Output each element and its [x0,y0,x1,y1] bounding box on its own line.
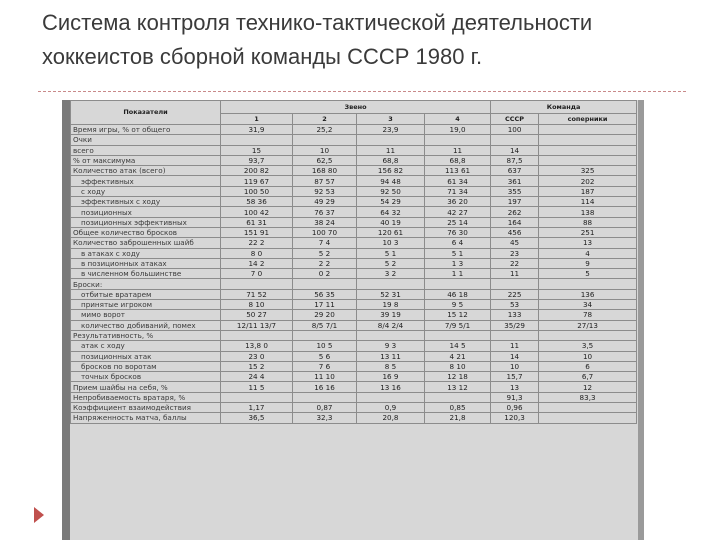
table-cell: 50 27 [221,310,293,320]
table-cell: 17 11 [293,300,357,310]
table-row [71,217,637,227]
table-cell: 22 [491,258,539,268]
row-label: % от максимума [71,155,221,165]
table-cell: 14 [491,351,539,361]
row-label: отбитые вратарем [71,289,221,299]
table-cell [221,135,293,145]
row-label: мимо ворот [71,310,221,320]
table-cell: 94 48 [357,176,425,186]
title-divider [38,91,686,92]
table-cell: 36,5 [221,413,293,423]
table-cell: 7 4 [293,238,357,248]
table-cell: 10 [293,145,357,155]
statistics-table [70,100,637,424]
table-cell: 38 24 [293,217,357,227]
table-cell: 61 31 [221,217,293,227]
table-cell: 0,85 [425,403,491,413]
table-cell: 6,7 [539,372,637,382]
table-cell: 25,2 [293,125,357,135]
table-cell: 13 [491,382,539,392]
table-cell: 1 3 [425,258,491,268]
table-cell: 14 5 [425,341,491,351]
table-row [71,207,637,217]
table-cell: 14 [491,145,539,155]
table-cell: 78 [539,310,637,320]
table-cell: 29 20 [293,310,357,320]
subheader-cell: 2 [293,114,357,125]
table-cell [539,125,637,135]
subheader-cell: 1 [221,114,293,125]
row-label: бросков по воротам [71,361,221,371]
table-cell: 262 [491,207,539,217]
subheader-cell: СССР [491,114,539,125]
table-row [71,145,637,155]
table-row [71,248,637,258]
table-cell: 8 5 [357,361,425,371]
table-cell [293,392,357,402]
scanned-table-photo [62,100,644,540]
table-cell: 5 [539,269,637,279]
table-row [71,351,637,361]
table-cell: 64 32 [357,207,425,217]
table-row [71,135,637,145]
table-cell: 3 2 [357,269,425,279]
table-cell: 13 16 [357,382,425,392]
table-cell: 11 [357,145,425,155]
table-cell: 24 4 [221,372,293,382]
table-cell: 120,3 [491,413,539,423]
table-cell: 156 82 [357,166,425,176]
table-cell [221,279,293,289]
table-row [71,341,637,351]
table-cell: 11 10 [293,372,357,382]
table-cell: 87 57 [293,176,357,186]
table-cell: 325 [539,166,637,176]
table-cell: 5 2 [357,258,425,268]
table-cell [357,279,425,289]
row-label: Время игры, % от общего [71,125,221,135]
table-cell: 12/11 13/7 [221,320,293,330]
table-cell: 45 [491,238,539,248]
table-cell: 355 [491,186,539,196]
table-cell: 12 [539,382,637,392]
table-cell: 92 53 [293,186,357,196]
table-row [71,300,637,310]
table-cell: 197 [491,197,539,207]
row-label: Результативность, % [71,330,221,340]
table-cell [539,145,637,155]
row-label: всего [71,145,221,155]
table-cell: 14 2 [221,258,293,268]
table-row [71,289,637,299]
row-label: эффективных [71,176,221,186]
table-cell: 11 5 [221,382,293,392]
table-cell: 23 [491,248,539,258]
table-cell: 0,9 [357,403,425,413]
table-row [71,258,637,268]
table-cell: 62,5 [293,155,357,165]
table-cell: 12 18 [425,372,491,382]
table-cell [491,330,539,340]
table-cell: 92 50 [357,186,425,196]
row-label: точных бросков [71,372,221,382]
table-row [71,413,637,423]
table-cell: 100 42 [221,207,293,217]
table-cell: 56 35 [293,289,357,299]
table-cell: 2 2 [293,258,357,268]
row-label: Прием шайбы на себя, % [71,382,221,392]
table-row [71,310,637,320]
table-cell: 68,8 [425,155,491,165]
table-cell: 35/29 [491,320,539,330]
table-cell: 10 [491,361,539,371]
table-cell: 251 [539,227,637,237]
table-cell [539,279,637,289]
table-cell: 100 50 [221,186,293,196]
table-cell [425,392,491,402]
table-cell: 23,9 [357,125,425,135]
table-row [71,227,637,237]
table-cell: 13,8 0 [221,341,293,351]
row-label: в позиционных атаках [71,258,221,268]
table-cell: 120 61 [357,227,425,237]
table-row [71,166,637,176]
table-cell [357,330,425,340]
row-label: позиционных эффективных [71,217,221,227]
table-cell: 13 [539,238,637,248]
table-cell: 3,5 [539,341,637,351]
table-cell: 71 34 [425,186,491,196]
table-cell: 5 1 [425,248,491,258]
table-cell [425,279,491,289]
table-cell [539,135,637,145]
table-cell: 46 18 [425,289,491,299]
table-cell: 7 0 [221,269,293,279]
table-cell: 20,8 [357,413,425,423]
table-cell: 8 10 [221,300,293,310]
table-cell: 10 [539,351,637,361]
table-cell: 0,96 [491,403,539,413]
table-cell [539,155,637,165]
table-cell: 100 [491,125,539,135]
table-cell: 19,0 [425,125,491,135]
row-label: Количество атак (всего) [71,166,221,176]
table-row [71,382,637,392]
table-cell: 1,17 [221,403,293,413]
row-label: принятые игроком [71,300,221,310]
table-cell: 23 0 [221,351,293,361]
row-label: с ходу [71,186,221,196]
table-cell: 52 31 [357,289,425,299]
table-row [71,330,637,340]
table-cell: 9 [539,258,637,268]
table-cell: 87,5 [491,155,539,165]
table-cell: 6 [539,361,637,371]
table-cell: 15 12 [425,310,491,320]
table-cell [221,330,293,340]
slide-title: Система контроля технико-тактической деятельности хоккеистов сборной команды СССР 1980 г. [42,10,593,69]
table-cell: 119 67 [221,176,293,186]
table-cell: 1 1 [425,269,491,279]
table-cell: 93,7 [221,155,293,165]
table-cell: 19 8 [357,300,425,310]
table-cell: 8 0 [221,248,293,258]
table-cell: 34 [539,300,637,310]
table-cell: 88 [539,217,637,227]
row-label: Напряженность матча, баллы [71,413,221,423]
row-label: позиционных атак [71,351,221,361]
row-label: Очки [71,135,221,145]
table-cell: 36 20 [425,197,491,207]
table-cell: 25 14 [425,217,491,227]
table-cell [293,135,357,145]
table-row [71,279,637,289]
table-row [71,372,637,382]
table-cell: 4 21 [425,351,491,361]
table-cell: 8/4 2/4 [357,320,425,330]
table-row [71,392,637,402]
table-cell: 10 5 [293,341,357,351]
table-cell: 53 [491,300,539,310]
table-cell: 11 [491,269,539,279]
table-row [71,320,637,330]
row-label: Количество заброшенных шайб [71,238,221,248]
table-cell: 225 [491,289,539,299]
table-cell: 5 2 [293,248,357,258]
table-cell [293,279,357,289]
row-label: Коэффициент взаимодействия [71,403,221,413]
subheader-cell: 4 [425,114,491,125]
table-cell [539,330,637,340]
row-label: количество добиваний, помех [71,320,221,330]
table-cell: 16 9 [357,372,425,382]
table-cell: 168 80 [293,166,357,176]
table-cell: 76 37 [293,207,357,217]
table-cell: 133 [491,310,539,320]
table-cell: 21,8 [425,413,491,423]
table-cell: 9 3 [357,341,425,351]
table-cell: 54 29 [357,197,425,207]
table-cell: 40 19 [357,217,425,227]
table-cell: 31,9 [221,125,293,135]
table-cell [491,279,539,289]
table-cell: 361 [491,176,539,186]
header-komanda: Команда [491,101,637,114]
row-label: в атаках с ходу [71,248,221,258]
table-cell [425,135,491,145]
table-cell [221,392,293,402]
table-cell: 7/9 5/1 [425,320,491,330]
table-cell: 637 [491,166,539,176]
table-cell: 9 5 [425,300,491,310]
table-cell: 114 [539,197,637,207]
table-cell: 15,7 [491,372,539,382]
table-row [71,238,637,248]
row-label: в численном большинстве [71,269,221,279]
table-cell: 151 91 [221,227,293,237]
table-cell: 200 82 [221,166,293,176]
table-cell: 8/5 7/1 [293,320,357,330]
table-cell: 10 3 [357,238,425,248]
table-cell: 0,87 [293,403,357,413]
row-label: позиционных [71,207,221,217]
subheader-cell: 3 [357,114,425,125]
table-cell: 49 29 [293,197,357,207]
table-cell: 15 2 [221,361,293,371]
table-cell [539,403,637,413]
row-label: Броски: [71,279,221,289]
table-cell: 0 2 [293,269,357,279]
table-row [71,361,637,371]
table-cell: 113 61 [425,166,491,176]
table-cell: 15 [221,145,293,155]
table-cell: 11 [425,145,491,155]
header-zveno: Звено [221,101,491,114]
table-cell: 22 2 [221,238,293,248]
table-row [71,403,637,413]
table-cell: 61 34 [425,176,491,186]
table-cell: 32,3 [293,413,357,423]
table-cell [357,135,425,145]
table-row [71,186,637,196]
table-cell: 187 [539,186,637,196]
table-cell: 5 1 [357,248,425,258]
table-cell: 13 11 [357,351,425,361]
table-cell: 39 19 [357,310,425,320]
table-row [71,269,637,279]
table-cell: 27/13 [539,320,637,330]
table-cell: 91,3 [491,392,539,402]
table-row [71,197,637,207]
table-row [71,155,637,165]
table-cell: 68,8 [357,155,425,165]
table-cell: 42 27 [425,207,491,217]
table-cell: 58 36 [221,197,293,207]
row-label: Непробиваемость вратаря, % [71,392,221,402]
table-cell: 13 12 [425,382,491,392]
table-cell [357,392,425,402]
table-cell [293,330,357,340]
row-label: Общее количество бросков [71,227,221,237]
row-label: эффективных с ходу [71,197,221,207]
table-header-row [71,101,637,114]
table-cell: 71 52 [221,289,293,299]
table-cell: 7 6 [293,361,357,371]
table-cell: 100 70 [293,227,357,237]
table-cell: 456 [491,227,539,237]
table-cell: 202 [539,176,637,186]
table-cell [539,413,637,423]
slide-bullet-arrow-icon [34,507,44,523]
table-cell: 5 6 [293,351,357,361]
table-row [71,176,637,186]
table-cell [491,135,539,145]
table-cell: 136 [539,289,637,299]
table-cell: 16 16 [293,382,357,392]
table-cell: 11 [491,341,539,351]
table-cell: 6 4 [425,238,491,248]
table-row [71,125,637,135]
table-cell: 83,3 [539,392,637,402]
header-indicators: Показатели [71,101,221,125]
table-cell: 138 [539,207,637,217]
table-cell: 76 30 [425,227,491,237]
table-cell [425,330,491,340]
table-cell: 164 [491,217,539,227]
row-label: атак с ходу [71,341,221,351]
table-cell: 8 10 [425,361,491,371]
subheader-cell: соперники [539,114,637,125]
table-cell: 4 [539,248,637,258]
